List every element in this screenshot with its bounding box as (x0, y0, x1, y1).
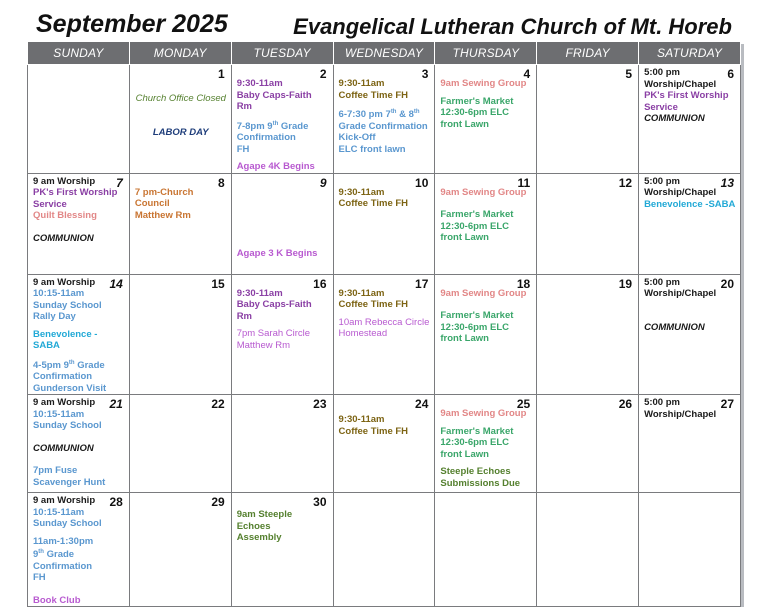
event-baby-caps-time: 9:30-11am (236, 287, 283, 299)
event-coffee-time: Coffee Time FH (338, 299, 409, 311)
event-worship-chapel: Worship/Chapel (644, 408, 717, 420)
event-church-council: 7 pm-Church Council (134, 186, 194, 210)
event-confirmation-room: FH (33, 572, 46, 584)
day-number: 6 (727, 67, 734, 81)
event-quilt-blessing: Quilt Blessing (33, 210, 97, 222)
day-number: 7 (116, 175, 123, 190)
event-baby-caps: Baby Caps-Faith Rm (236, 299, 312, 322)
event-worship-time: 5:00 pm (644, 397, 680, 409)
day-number: 29 (211, 495, 225, 510)
event-rally-day: Sunday School Rally Day (33, 299, 102, 323)
event-sewing-group: 9am Sewing Group (440, 287, 527, 299)
day-number: 21 (109, 397, 123, 412)
event-coffee-time-time: 9:30-11am (338, 287, 385, 299)
day-cell-empty (435, 493, 537, 607)
day-cell-4[interactable] (435, 65, 537, 174)
event-farmers-market: Farmer's Market (440, 425, 514, 437)
event-worship-chapel: Worship/Chapel (644, 78, 717, 90)
event-worship-time: 5:00 pm (644, 67, 680, 78)
day-number: 16 (313, 276, 327, 291)
day-cell-16[interactable] (231, 274, 333, 395)
event-steeple-echoes-due: Submissions Due (440, 477, 521, 489)
weekday-tuesday: TUESDAY (231, 42, 333, 65)
event-worship: 9 am Worship (33, 276, 96, 288)
day-cell-12[interactable] (537, 173, 639, 274)
day-cell-27[interactable] (639, 395, 741, 493)
event-sunday-school-time: 10:15-11am (33, 506, 85, 518)
event-coffee-time: Coffee Time FH (338, 425, 409, 437)
event-farmers-market: Farmer's Market (440, 310, 514, 322)
event-communion: COMMUNION (644, 321, 705, 333)
day-number: 5 (625, 67, 633, 81)
event-steeple-echoes-assembly-label: Assembly (236, 532, 282, 544)
weekday-saturday: SATURDAY (639, 42, 741, 65)
event-worship-time: 5:00 pm (644, 276, 680, 288)
event-office-closed: Church Office Closed (135, 93, 226, 104)
event-communion: COMMUNION (644, 113, 705, 124)
church-name: Evangelical Lutheran Church of Mt. Horeb (293, 14, 732, 39)
day-number: 18 (516, 276, 531, 291)
event-worship: 9 am Worship (33, 397, 96, 409)
day-number: 2 (319, 67, 327, 81)
event-farmers-market-time: 12:30-6pm ELC (440, 107, 510, 118)
event-worship: 9 am Worship (33, 175, 96, 187)
event-agape-4k: Agape 4K Begins (236, 161, 315, 173)
day-cell-30[interactable] (231, 493, 333, 607)
event-confirmation: 9th Grade Confirmation (33, 549, 93, 572)
event-farmers-market: Farmer's Market (440, 95, 514, 107)
week-row-5 (28, 493, 741, 607)
event-kickoff: Kick-Off (338, 132, 376, 144)
day-cell-15[interactable] (129, 274, 231, 395)
day-cell-10[interactable] (333, 173, 435, 274)
day-cell-empty (28, 65, 130, 174)
weekday-thursday: THURSDAY (435, 42, 537, 65)
event-farmers-market-time: 12:30-6pm ELC (440, 220, 510, 232)
event-rebecca-circle-place: Homestead (338, 328, 388, 340)
event-sarah-circle: 7pm Sarah Circle (236, 328, 311, 340)
event-pk-worship: PK's First Worship Service (33, 187, 118, 210)
day-number: 23 (313, 397, 327, 412)
event-farmers-market-place: front Lawn (440, 118, 489, 130)
event-book-club: Book Club (33, 594, 81, 606)
day-cell-22[interactable] (129, 395, 231, 493)
day-cell-19[interactable] (537, 274, 639, 395)
weekday-wednesday: WEDNESDAY (333, 42, 435, 65)
event-coffee-time: Coffee Time FH (338, 198, 409, 210)
event-worship-chapel: Worship/Chapel (644, 187, 717, 199)
event-confirmation-time: 4-5pm 9th Grade (33, 359, 105, 371)
event-farmers-market-time: 12:30-6pm ELC (440, 321, 510, 333)
event-rebecca-circle: 10am Rebecca Circle (338, 316, 430, 328)
event-benevolence: Benevolence -SABA (644, 198, 736, 210)
weekday-sunday: SUNDAY (28, 42, 130, 65)
day-cell-2[interactable] (231, 65, 333, 174)
event-steeple-echoes-assembly: 9am Steeple Echoes (236, 509, 293, 532)
event-farmers-market-time: 12:30-6pm ELC (440, 437, 510, 449)
day-cell-empty (639, 493, 741, 607)
event-sunday-school: Sunday School (33, 420, 102, 432)
event-confirmation-room: FH (236, 143, 250, 155)
day-cell-25[interactable] (435, 395, 537, 493)
day-number: 30 (313, 495, 327, 510)
week-row-1 (28, 65, 741, 174)
event-farmers-market-place: front Lawn (440, 232, 489, 244)
day-cell-23[interactable] (231, 395, 333, 493)
event-farmers-market-place: front Lawn (440, 333, 489, 345)
day-cell-7[interactable] (28, 173, 130, 274)
event-agape-3k: Agape 3 K Begins (236, 247, 318, 259)
day-number: 8 (218, 175, 225, 190)
day-cell-5[interactable] (537, 65, 639, 174)
calendar-grid (27, 41, 741, 607)
event-worship-time: 5:00 pm (644, 175, 680, 187)
event-sewing-group: 9am Sewing Group (440, 78, 527, 89)
event-pk-worship-service: Service (644, 101, 678, 113)
event-worship-chapel: Worship/Chapel (644, 288, 717, 300)
day-number: 10 (415, 175, 429, 190)
day-cell-24[interactable] (333, 395, 435, 493)
day-cell-1[interactable] (129, 65, 231, 174)
day-number: 1 (218, 67, 225, 81)
event-church-council-room: Matthew Rm (134, 209, 191, 221)
event-labor-day: LABOR DAY (152, 126, 209, 138)
day-cell-11[interactable] (435, 173, 537, 274)
day-number: 14 (109, 276, 123, 291)
day-cell-21[interactable] (28, 395, 130, 493)
day-number: 11 (517, 175, 531, 190)
day-number: 26 (618, 397, 633, 412)
event-sarah-circle-room: Matthew Rm (236, 339, 291, 351)
day-number: 15 (211, 276, 225, 291)
day-cell-3[interactable] (333, 65, 435, 174)
week-row-4 (28, 395, 741, 493)
event-communion: COMMUNION (33, 232, 94, 244)
day-number: 4 (523, 67, 531, 81)
day-number: 22 (211, 397, 225, 412)
day-cell-18[interactable] (435, 274, 537, 395)
day-number: 28 (109, 495, 123, 510)
event-confirmation: 7-8pm 9th Grade (236, 120, 309, 132)
day-number: 20 (720, 276, 734, 291)
event-kickoff-label: Grade Confirmation (338, 120, 428, 132)
day-cell-empty (333, 493, 435, 607)
event-baby-caps: Baby Caps-Faith Rm (236, 89, 312, 112)
day-number: 24 (415, 397, 429, 412)
weekday-friday: FRIDAY (537, 42, 639, 65)
day-cell-29[interactable] (129, 493, 231, 607)
day-number: 3 (421, 67, 429, 81)
day-cell-empty (537, 493, 639, 607)
event-sewing-group: 9am Sewing Group (440, 408, 527, 420)
event-steeple-echoes: Steeple Echoes (440, 466, 511, 478)
day-number: 13 (720, 175, 734, 190)
day-cell-26[interactable] (537, 395, 639, 493)
event-sewing-group: 9am Sewing Group (440, 186, 527, 198)
event-farmers-market-place: front Lawn (440, 448, 489, 460)
day-cell-6[interactable] (639, 65, 741, 174)
day-number: 27 (720, 397, 734, 412)
event-benevolence: Benevolence - SABA (33, 328, 98, 352)
event-communion: COMMUNION (33, 442, 94, 454)
day-cell-13[interactable] (639, 173, 741, 274)
event-baby-caps-time: 9:30-11am (236, 78, 283, 89)
day-number: 19 (618, 276, 633, 291)
event-farmers-market: Farmer's Market (440, 209, 514, 221)
event-gunderson-visit: Gunderson Visit (33, 382, 107, 394)
event-worship: 9 am Worship (33, 495, 96, 507)
weekday-monday: MONDAY (129, 42, 231, 65)
day-cell-14[interactable] (28, 274, 130, 395)
event-coffee-time-time: 9:30-11am (338, 414, 385, 426)
day-number: 9 (319, 175, 327, 190)
day-cell-9[interactable] (231, 173, 333, 274)
weekday-header-row (28, 42, 741, 65)
day-cell-20[interactable] (639, 274, 741, 395)
event-kickoff-time: 6-7:30 pm 7th & 8th (338, 109, 420, 121)
event-fuse-scavenger-hunt: 7pm Fuse Scavenger Hunt (33, 465, 106, 488)
event-confirmation-label: Confirmation (236, 132, 296, 144)
day-cell-8[interactable] (129, 173, 231, 274)
event-confirmation-time: 11am-1:30pm (33, 535, 94, 547)
week-row-2 (28, 173, 741, 274)
event-sunday-school: Sunday School (33, 518, 102, 530)
event-confirmation-label: Confirmation (33, 371, 93, 383)
day-number: 17 (415, 276, 429, 291)
event-pk-worship: PK's First Worship (644, 90, 729, 101)
day-number: 12 (618, 175, 633, 190)
day-number: 25 (516, 397, 531, 412)
month-title: September 2025 (36, 10, 228, 38)
day-cell-28[interactable] (28, 493, 130, 607)
week-row-3 (28, 274, 741, 395)
event-coffee-time: Coffee Time FH (338, 89, 409, 101)
event-kickoff-place: ELC front lawn (338, 143, 406, 155)
day-cell-17[interactable] (333, 274, 435, 395)
event-sunday-school-time: 10:15-11am (33, 288, 85, 300)
event-coffee-time-time: 9:30-11am (338, 78, 385, 89)
event-sunday-school-time: 10:15-11am (33, 408, 85, 420)
event-coffee-time-time: 9:30-11am (338, 186, 385, 198)
